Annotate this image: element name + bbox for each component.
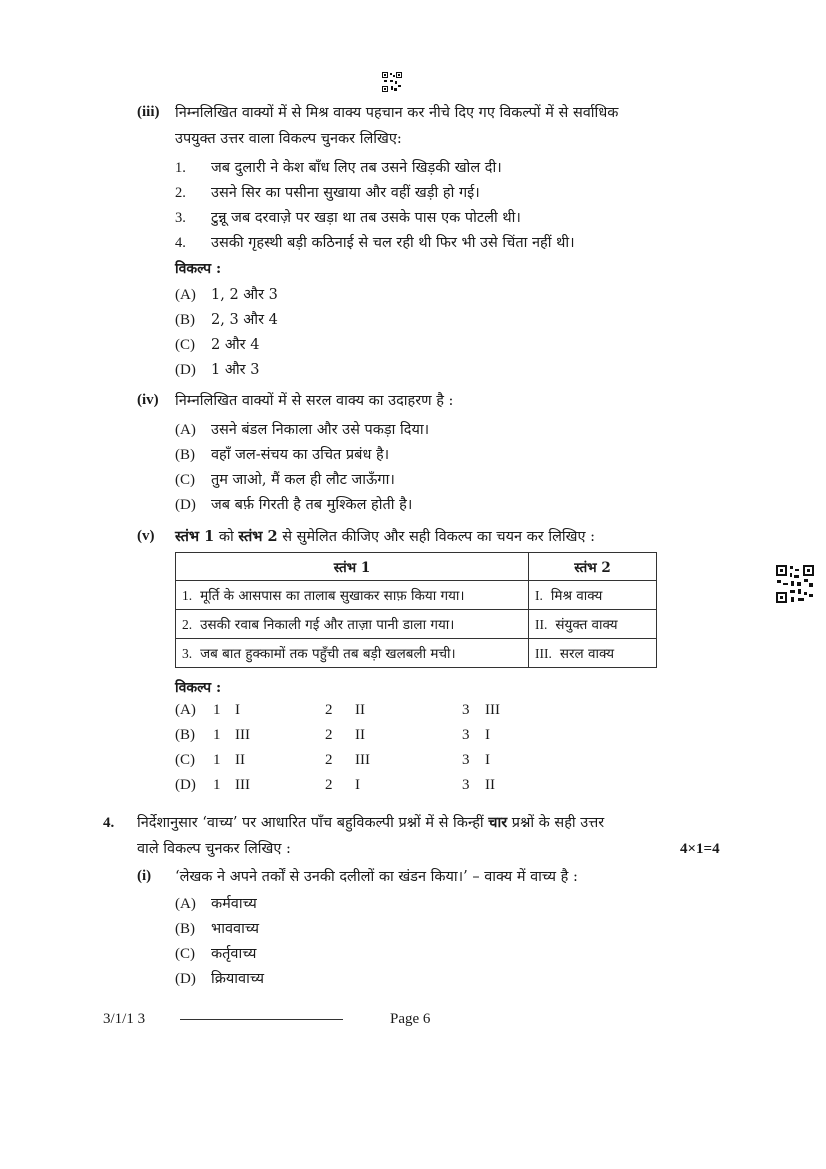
question-text: निम्नलिखित वाक्यों में से मिश्र वाक्य पहचान कर नीचे दिए गए विकल्पों में से सर्वाधिक (175, 105, 619, 121)
bold-term: चार (488, 814, 508, 831)
table-cell (176, 610, 529, 639)
text-fragment: को (214, 529, 239, 545)
option-value: 3 (462, 727, 470, 743)
option-value: I (235, 702, 240, 718)
option-letter: (D) (175, 777, 196, 793)
table-row (176, 639, 657, 668)
option-item (175, 359, 259, 379)
option-item (175, 309, 278, 329)
option-text: क्रियावाच्य (211, 971, 265, 987)
column-header: स्तंभ 1 (176, 553, 529, 581)
option-text: 1 और 3 (211, 362, 260, 378)
option-value: 1 (213, 752, 221, 768)
option-item (175, 968, 264, 988)
cell-text: जब बात हुक्कामों तक पहुँची तब बड़ी खलबली मची। (200, 646, 456, 662)
option-text: 2, 3 और 4 (211, 312, 278, 328)
question-number: (v) (137, 528, 155, 544)
text-fragment: निर्देशानुसार ‘वाच्य’ पर आधारित पाँच बहुविकल्पी प्रश्नों में से किन्हीं (137, 815, 489, 831)
table-cell (176, 581, 529, 610)
option-value: II (355, 727, 365, 743)
sentence-item (175, 232, 575, 252)
cell-text: सरल वाक्य (559, 646, 615, 662)
option-item (175, 419, 429, 439)
option-value: 2 (325, 727, 333, 743)
option-letter: (C) (175, 472, 195, 488)
page-number: Page 6 (390, 1011, 431, 1027)
question-number: (iv) (137, 392, 159, 408)
sentence-number: 4. (175, 235, 186, 251)
question-text: ‘लेखक ने अपने तर्कों से उनकी दलीलों का खंडन किया।’ – वाक्य में वाच्य है : (175, 869, 578, 885)
option-letter: (C) (175, 752, 195, 768)
option-item (175, 918, 259, 938)
option-value: III (235, 727, 250, 743)
option-value: 3 (462, 777, 470, 793)
cell-text: उसकी रवाब निकाली गई और ताज़ा पानी डाला गया। (200, 617, 455, 633)
question-text (175, 526, 595, 546)
text-fragment: से सुमेलित कीजिए और सही विकल्प का चयन कर लिखिए : (277, 529, 596, 545)
text-fragment: प्रश्नों के सही उत्तर (507, 815, 605, 831)
sentence-text: उसने सिर का पसीना सुखाया और वहीं खड़ी हो गई। (211, 185, 480, 201)
option-value: 1 (213, 777, 221, 793)
table-row (176, 581, 657, 610)
option-value: I (485, 752, 490, 768)
option-value: I (485, 727, 490, 743)
sentence-number: 1. (175, 160, 186, 176)
table-cell (529, 610, 657, 639)
option-letter: (A) (175, 422, 196, 438)
qr-code-top (382, 72, 402, 92)
option-item (175, 494, 412, 514)
sentence-text: जब दुलारी ने केश बाँध लिए तब उसने खिड़की खोल दी। (211, 160, 502, 176)
row-number: 3. (182, 646, 193, 661)
table-header-row (176, 553, 657, 581)
sentence-number: 3. (175, 210, 186, 226)
option-value: III (485, 702, 500, 718)
options-heading: विकल्प : (175, 261, 222, 277)
option-text: उसने बंडल निकाला और उसे पकड़ा दिया। (211, 422, 430, 438)
option-text: 2 और 4 (211, 337, 260, 353)
option-value: II (355, 702, 365, 718)
option-letter: (B) (175, 921, 195, 937)
option-text: वहाँ जल-संचय का उचित प्रबंध है। (211, 447, 390, 463)
sentence-item (175, 207, 521, 227)
option-item (175, 284, 278, 304)
cell-text: मूर्ति के आसपास का तालाब सुखाकर साफ़ किया गया। (200, 588, 465, 604)
option-value: 3 (462, 752, 470, 768)
options-heading: विकल्प : (175, 680, 222, 696)
question-number: (iii) (137, 104, 160, 120)
column-header: स्तंभ 2 (529, 553, 657, 581)
option-letter: (B) (175, 447, 195, 463)
option-text: जब बर्फ़ गिरती है तब मुश्किल होती है। (211, 497, 413, 513)
option-value: III (355, 752, 370, 768)
option-value: 1 (213, 727, 221, 743)
option-value: III (235, 777, 250, 793)
option-letter: (A) (175, 702, 196, 718)
qr-code-side-icon (776, 565, 814, 603)
option-value: II (485, 777, 495, 793)
option-text: तुम जाओ, मैं कल ही लौट जाऊँगा। (211, 472, 395, 488)
option-value: 3 (462, 702, 470, 718)
table-row (176, 610, 657, 639)
row-number: 2. (182, 617, 193, 632)
bold-term: स्तंभ 2 (238, 528, 278, 545)
option-value: II (235, 752, 245, 768)
question-number: 4. (103, 815, 115, 831)
roman-number: III. (535, 646, 552, 661)
option-item (175, 943, 256, 963)
marks-label: 4×1=4 (680, 841, 720, 857)
option-letter: (D) (175, 971, 196, 987)
question-text: निम्नलिखित वाक्यों में से सरल वाक्य का उदाहरण है : (175, 393, 454, 409)
option-item (175, 469, 395, 489)
option-letter: (B) (175, 312, 195, 328)
sentence-item (175, 182, 480, 202)
sentence-text: उसकी गृहस्थी बड़ी कठिनाई से चल रही थी फिर भी उसे चिंता नहीं थी। (211, 235, 575, 251)
match-table (175, 552, 657, 668)
option-text: 1, 2 और 3 (211, 287, 278, 303)
option-item (175, 334, 259, 354)
cell-text: मिश्र वाक्य (550, 588, 603, 604)
option-letter: (C) (175, 337, 195, 353)
option-value: 1 (213, 702, 221, 718)
option-letter: (A) (175, 896, 196, 912)
option-letter: (D) (175, 362, 196, 378)
table-cell (176, 639, 529, 668)
cell-text: संयुक्त वाक्य (555, 617, 618, 633)
option-letter: (D) (175, 497, 196, 513)
option-value: 2 (325, 777, 333, 793)
qr-code-top-icon (382, 72, 402, 92)
option-text: कर्मवाच्य (211, 896, 257, 912)
question-text (137, 812, 604, 832)
roman-number: II. (535, 617, 548, 632)
table-cell (529, 639, 657, 668)
qr-code-side (776, 565, 814, 603)
footer-divider (180, 1019, 343, 1020)
paper-code: 3/1/1 3 (103, 1011, 146, 1027)
option-value: 2 (325, 702, 333, 718)
option-text: कर्तृवाच्य (211, 946, 257, 962)
option-item (175, 444, 389, 464)
sentence-text: टुन्नू जब दरवाज़े पर खड़ा था तब उसके पास एक पोटली थी। (211, 210, 521, 226)
bold-term: स्तंभ 1 (175, 528, 215, 545)
option-value: I (355, 777, 360, 793)
option-value: 2 (325, 752, 333, 768)
row-number: 1. (182, 588, 193, 603)
sentence-number: 2. (175, 185, 186, 201)
question-text: वाले विकल्प चुनकर लिखिए : (137, 841, 291, 857)
option-text: भाववाच्य (211, 921, 259, 937)
option-letter: (C) (175, 946, 195, 962)
option-letter: (B) (175, 727, 195, 743)
option-item (175, 893, 257, 913)
option-letter: (A) (175, 287, 196, 303)
table-cell (529, 581, 657, 610)
sentence-item (175, 157, 502, 177)
question-text: उपयुक्त उत्तर वाला विकल्प चुनकर लिखिए: (175, 131, 402, 147)
question-number: (i) (137, 868, 152, 884)
roman-number: I. (535, 588, 543, 603)
